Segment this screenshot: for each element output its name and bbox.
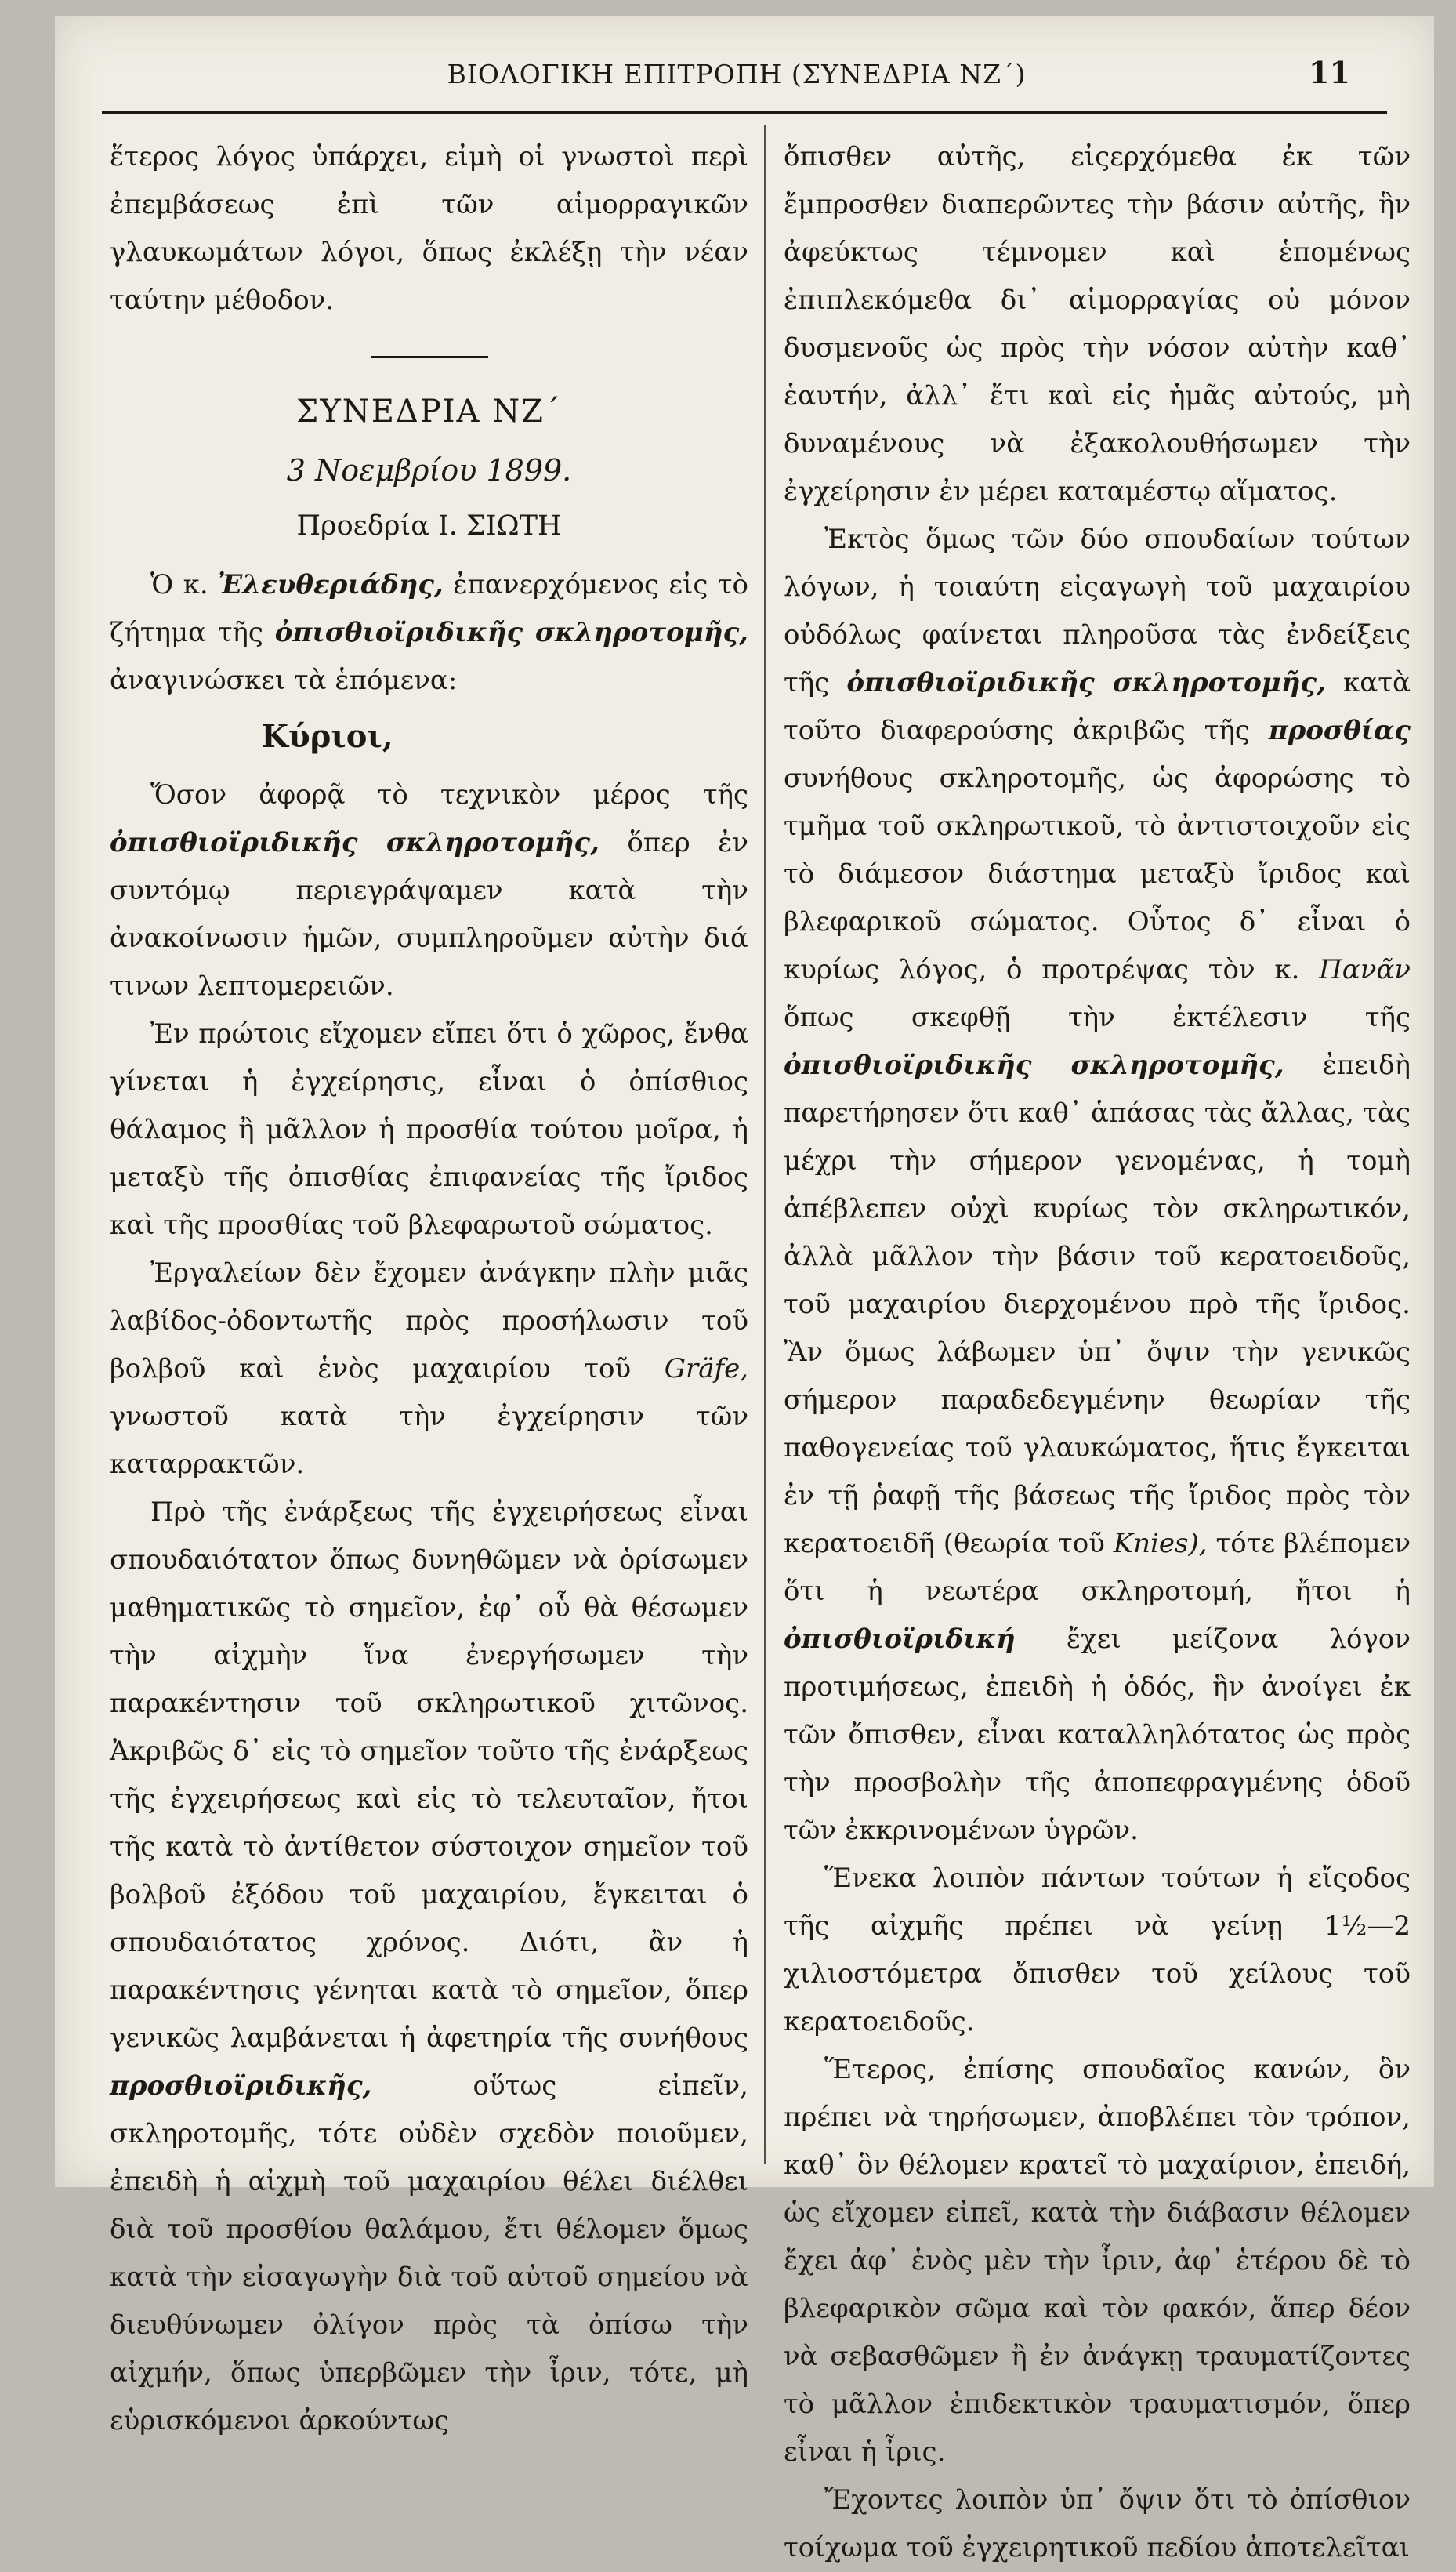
speaker-intro [110,561,748,705]
speaker-suffix: ἀναγινώσκει τὰ ἑπόμενα: [110,665,458,696]
running-header: ΒΙΟΛΟΓΙΚΗ ΕΠΙΤΡΟΠΗ (ΣΥΝΕΔΡΙΑ ΝΖ΄) [447,59,1027,89]
p4-text-a: Πρὸ τῆς ἐνάρξεως τῆς ἐγχειρήσεως εἶναι σπουδαιότατον ὅπως δυνηθῶμεν νὰ ὁρίσωμεν μαθηματικῶς τὸ σημεῖον, ἐφ᾽ οὗ θὰ θέσωμεν τὴν αἰχμὴν ἵνα ἐνεργήσωμεν τὴν παρακέντησιν τοῦ σκληρωτικοῦ χιτῶνος. Ἀκριβῶς δ᾽ εἰς τὸ σημεῖον τοῦτο τῆς ἐνάρξεως τῆς ἐγχειρήσεως καὶ εἰς τὸ τελευταῖον, ἤτοι τῆς κατὰ τὸ ἀντίθετον σύστοιχον σημεῖον τοῦ βολβοῦ ἐξόδου τοῦ μαχαιρίου, ἔγκειται ὁ σπουδαιότατος χρόνος. Διότι, ἂν ἡ παρακέντησις γένηται κατὰ τὸ σημεῖον, ὅπερ γενικῶς λαμβάνεται ἡ ἀφετηρία τῆς συνήθους [110,1496,748,2054]
paragraph-4 [110,1489,748,2445]
paragraph-1 [110,771,748,1010]
p1-term: ὀπισθιοϊριδικῆς σκληροτομῆς, [110,827,599,858]
p5-text-e: ἐπειδὴ παρετήρησεν ὅτι καθ᾽ ἁπάσας τὰς ἄλλας, τὰς μέχρι τὴν σήμερον γενομένας, ἡ τομὴ ἀπέβλεπεν οὐχὶ κυρίως τὸν σκληρωτικόν, ἀλλὰ μᾶλλον τὴν βάσιν τοῦ κερατοειδοῦς, τοῦ μαχαιρίου διερχομένου πρὸ τῆς ἴριδος. Ἂν ὅμως λάβωμεν ὑπ᾽ ὄψιν τὴν γενικῶς σήμερον παραδεδεγμένην θεωρίαν τῆς παθογενείας τοῦ γλαυκώματος, ἥτις ἔγκειται ἐν τῇ ῥαφῇ τῆς βάσεως τῆς ἴριδος πρὸς τὸν κερατοειδῆ (θεωρία τοῦ [784,1050,1411,1559]
paragraph-6: Ἕνεκα λοιπὸν πάντων τούτων ἡ εἴςοδος τῆς αἰχμῆς πρέπει νὰ γείνῃ 1½—2 χιλιοστόμετρα ὄπισθεν τοῦ χείλους τοῦ κερατοειδοῦς. [784,1863,1411,2037]
intro-paragraph: ἕτερος λόγος ὑπάρχει, εἰμὴ οἱ γνωστοὶ περὶ ἐπεμβάσεως ἐπὶ τῶν αἱμορραγικῶν γλαυκωμάτων λόγοι, ὅπως ἐκλέξῃ τὴν νέαν ταύτην μέθοδον. [110,141,748,316]
p5-term-3: ὀπισθιοϊριδικῆς σκληροτομῆς, [784,1050,1284,1081]
p3-name: Gräfe, [664,1353,748,1384]
header-rule [102,111,1387,114]
book-page [55,16,1434,2563]
p4-term: προσθιοϊριδικῆς, [110,2070,372,2102]
speaker-topic: ὀπισθιοϊριδικῆς σκληροτομῆς, [274,617,748,648]
p5-text-g: ἔχει μείζονα λόγον προτιμήσεως, ἐπειδὴ ἡ ὁδός, ἣν ἀνοίγει ἐκ τῶν ὄπισθεν, εἶναι καταλληλότατος ὡς πρὸς τὴν προσβολὴν τῆς ἀποπεφραγμένης ὁδοῦ τῶν ἐκκρινομένων ὑγρῶν. [784,1623,1411,1846]
p3-text-a: Ἐργαλείων δὲν ἔχομεν ἀνάγκην πλὴν μιᾶς λαβίδος-ὀδοντωτῆς πρὸς προσήλωσιν τοῦ βολβοῦ καὶ ἑνὸς μαχαιρίου τοῦ [110,1257,748,1384]
p5-name: Πανᾶν [1319,954,1411,985]
speaker-mid: ἐπανερχόμενος εἰς τὸ ζήτημα τῆς [110,569,749,648]
p5-name-2: Knies), [1113,1528,1208,1559]
speaker-prefix: Ὁ κ. [150,569,208,600]
p5-term-2: προσθίας [1268,715,1411,746]
salutation: Κύριοι, [261,718,393,755]
p5-text-c: συνήθους σκληροτομῆς, ὡς ἀφορώσης τὸ τμῆμα τοῦ σκληρωτικοῦ, τὸ ἀντιστοιχοῦν εἰς τὸ διάμεσον διάστημα μεταξὺ ἴριδος καὶ βλεφαρικοῦ σώματος. Οὗτος δ᾽ εἶναι ὁ κυρίως λόγος, ὁ προτρέψας τὸν κ. [784,763,1411,985]
p5-term-1: ὀπισθιοϊριδικῆς σκληροτομῆς, [846,667,1326,698]
session-heading: ΣΥΝΕΔΡΙΑ ΝΖ΄ [296,394,562,430]
p1-text-a: Ὅσον ἀφορᾷ τὸ τεχνικὸν μέρος τῆς [150,779,748,811]
paragraph-8: Ἔχοντες λοιπὸν ὑπ᾽ ὄψιν ὅτι τὸ ὀπίσθιον τοίχωμα τοῦ ἐγχειρητικοῦ πεδίου ἀποτελεῖται [784,2484,1411,2563]
presidency-line: Προεδρία Ι. ΣΙΩΤΗ [296,510,562,542]
right-column [784,133,1411,2572]
p5-text-a: Ἐκτὸς ὅμως τῶν δύο σπουδαίων τούτων λόγων, ἡ τοιαύτη εἰςαγωγὴ τοῦ μαχαιρίου οὐδόλως φαίνεται πληροῦσα τὰς ἐνδείξεις τῆς [784,524,1411,698]
column-divider [764,125,766,2164]
section-divider [371,356,488,358]
paragraph-7: Ἕτερος, ἐπίσης σπουδαῖος κανών, ὃν πρέπει νὰ τηρήσωμεν, ἀποβλέπει τὸν τρόπον, καθ᾽ ὃν θέλομεν κρατεῖ τὸ μαχαίριον, ἐπειδή, ὡς εἴχομεν εἰπεῖ, κατὰ τὴν διάβασιν θέλομεν ἔχει ἀφ᾽ ἑνὸς μὲν τὴν ἶριν, ἀφ᾽ ἑτέρου δὲ τὸ βλεφαρικὸν σῶμα καὶ τὸν φακόν, ἅπερ δέον νὰ σεβασθῶμεν ἢ ἐν ἀνάγκῃ τραυματίζοντες τὸ μᾶλλον ἐπιδεκτικὸν τραυματισμόν, ὅπερ εἶναι ἡ ἶρις. [784,2054,1411,2468]
p1-text-b: ὅπερ ἐν συντόμῳ περιεγράψαμεν κατὰ τὴν ἀνακοίνωσιν ἡμῶν, συμπληροῦμεν αὐτὴν διά τινων λεπτομερειῶν. [110,827,749,1002]
page-number: 11 [1309,55,1350,90]
continuation-paragraph: ὄπισθεν αὐτῆς, εἰςερχόμεθα ἐκ τῶν ἔμπροσθεν διαπερῶντες τὴν βάσιν αὐτῆς, ἣν ἀφεύκτως τέμνομεν καὶ ἑπομένως ἐπιπλεκόμεθα δι᾽ αἱμορραγίας οὐ μόνον δυσμενοῦς ὡς πρὸς τὴν νόσον αὐτὴν καθ᾽ ἑαυτήν, ἀλλ᾽ ἔτι καὶ εἰς ἡμᾶς αὐτούς, μὴ δυναμένους νὰ ἐξακολουθήσωμεν τὴν ἐγχείρησιν ἐν μέρει καταμέστῳ αἵματος. [784,141,1411,507]
left-column [110,133,748,2445]
p5-term-4: ὀπισθιοϊριδική [784,1623,1016,1655]
paragraph-2: Ἐν πρώτοις εἴχομεν εἴπει ὅτι ὁ χῶρος, ἔνθα γίνεται ἡ ἐγχείρησις, εἶναι ὁ ὀπίσθιος θάλαμος ἢ μᾶλλον ἡ προσθία τούτου μοῖρα, ἡ μεταξὺ τῆς ὀπισθίας ἐπιφανείας τῆς ἴριδος καὶ τῆς προσθίας τοῦ βλεφαρωτοῦ σώματος. [110,1018,748,1241]
paragraph-5 [784,516,1411,1855]
p5-text-f: τότε βλέπομεν ὅτι ἡ νεωτέρα σκληροτομή, ἤτοι ἡ [784,1528,1411,1607]
p5-text-d: ὅπως σκεφθῇ τὴν ἐκτέλεσιν τῆς [784,1002,1411,1033]
p3-text-b: γνωστοῦ κατὰ τὴν ἐγχείρησιν τῶν καταρρακτῶν. [110,1401,748,1480]
paragraph-3 [110,1250,748,1489]
session-date: 3 Νοεμβρίου 1899. [286,453,572,488]
speaker-name: Ἐλευθεριάδης, [218,569,444,600]
p5-text-b: κατὰ τοῦτο διαφερούσης ἀκριβῶς τῆς [784,667,1411,746]
p4-text-b: οὕτως εἰπεῖν, σκληροτομῆς, τότε οὐδὲν σχεδὸν ποιοῦμεν, ἐπειδὴ ἡ αἰχμὴ τοῦ μαχαιρίου θέλει διέλθει διὰ τοῦ προσθίου θαλάμου, ἔτι θέλομεν ὅμως κατὰ τὴν εἰσαγωγὴν διὰ τοῦ αὐτοῦ σημείου νὰ διευθύνωμεν ὀλίγον πρὸς τὰ ὀπίσω τὴν αἰχμήν, ὅπως ὑπερβῶμεν τὴν ἶριν, τότε, μὴ εὑρισκόμενοι ἀρκούντως [110,2070,748,2436]
